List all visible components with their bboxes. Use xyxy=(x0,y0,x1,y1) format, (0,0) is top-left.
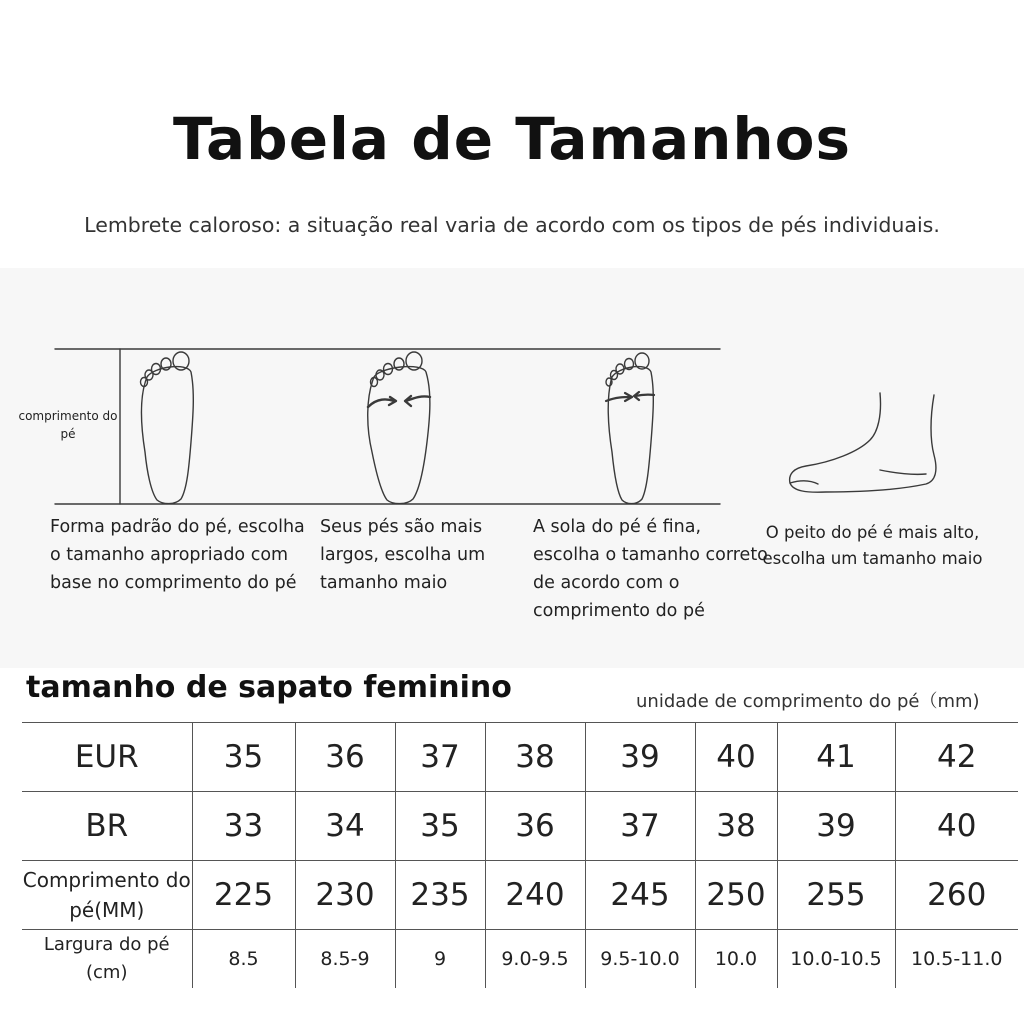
narrow-foot-icon xyxy=(606,353,654,504)
table-cell: 35 xyxy=(395,792,485,861)
size-table xyxy=(22,722,1018,988)
table-cell: 36 xyxy=(295,723,395,792)
table-cell: 8.5-9 xyxy=(295,930,395,989)
caption-standard-foot: Forma padrão do pé, escolha o tamanho apropriado com base no comprimento do pé xyxy=(50,517,305,593)
table-cell: 9.0-9.5 xyxy=(485,930,585,989)
row-header: Comprimento do pé(MM) xyxy=(22,861,192,930)
row-header: Largura do pé (cm) xyxy=(43,934,170,983)
table-cell: 245 xyxy=(585,861,695,930)
table-cell: 36 xyxy=(485,792,585,861)
table-cell: 39 xyxy=(777,792,895,861)
page-title: Tabela de Tamanhos xyxy=(172,105,852,173)
table-cell: 10.5-11.0 xyxy=(895,930,1018,989)
caption-wide-foot: Seus pés são mais largos, escolha um tamanho maio xyxy=(320,517,486,593)
table-cell: 8.5 xyxy=(192,930,295,989)
table-row-eur xyxy=(22,723,1018,792)
table-row-foot-length xyxy=(22,861,1018,930)
table-cell: 37 xyxy=(395,723,485,792)
table-cell: 240 xyxy=(485,861,585,930)
table-cell: 9.5-10.0 xyxy=(585,930,695,989)
table-cell: 39 xyxy=(585,723,695,792)
table-row-br xyxy=(22,792,1018,861)
foot-length-label: comprimento do pé xyxy=(18,409,118,441)
table-row-foot-width xyxy=(22,930,1018,989)
row-header: BR xyxy=(22,792,192,861)
table-cell: 42 xyxy=(895,723,1018,792)
caption-narrow-foot: A sola do pé é fina, escolha o tamanho correto de acordo com o comprimento do pé xyxy=(533,517,768,621)
table-cell: 34 xyxy=(295,792,395,861)
table-cell: 40 xyxy=(895,792,1018,861)
table-cell: 235 xyxy=(395,861,485,930)
table-cell: 41 xyxy=(777,723,895,792)
table-cell: 38 xyxy=(485,723,585,792)
table-cell: 10.0 xyxy=(695,930,777,989)
table-cell: 255 xyxy=(777,861,895,930)
unit-note: unidade de comprimento do pé（mm) xyxy=(636,691,980,712)
table-cell: 9 xyxy=(395,930,485,989)
table-cell: 230 xyxy=(295,861,395,930)
high-instep-foot-icon xyxy=(790,393,936,492)
page-subtitle: Lembrete caloroso: a situação real varia de acordo com os tipos de pés individuais. xyxy=(84,213,940,237)
caption-high-instep: O peito do pé é mais alto, escolha um tamanho maio xyxy=(762,523,983,568)
row-header: EUR xyxy=(22,723,192,792)
table-cell: 40 xyxy=(695,723,777,792)
table-cell: 35 xyxy=(192,723,295,792)
table-cell: 33 xyxy=(192,792,295,861)
table-cell: 10.0-10.5 xyxy=(777,930,895,989)
table-cell: 225 xyxy=(192,861,295,930)
table-cell: 38 xyxy=(695,792,777,861)
table-cell: 260 xyxy=(895,861,1018,930)
wide-foot-icon xyxy=(368,352,430,504)
table-cell: 250 xyxy=(695,861,777,930)
table-cell: 37 xyxy=(585,792,695,861)
size-table-title: tamanho de sapato feminino xyxy=(26,670,512,705)
standard-foot-icon xyxy=(141,352,194,504)
